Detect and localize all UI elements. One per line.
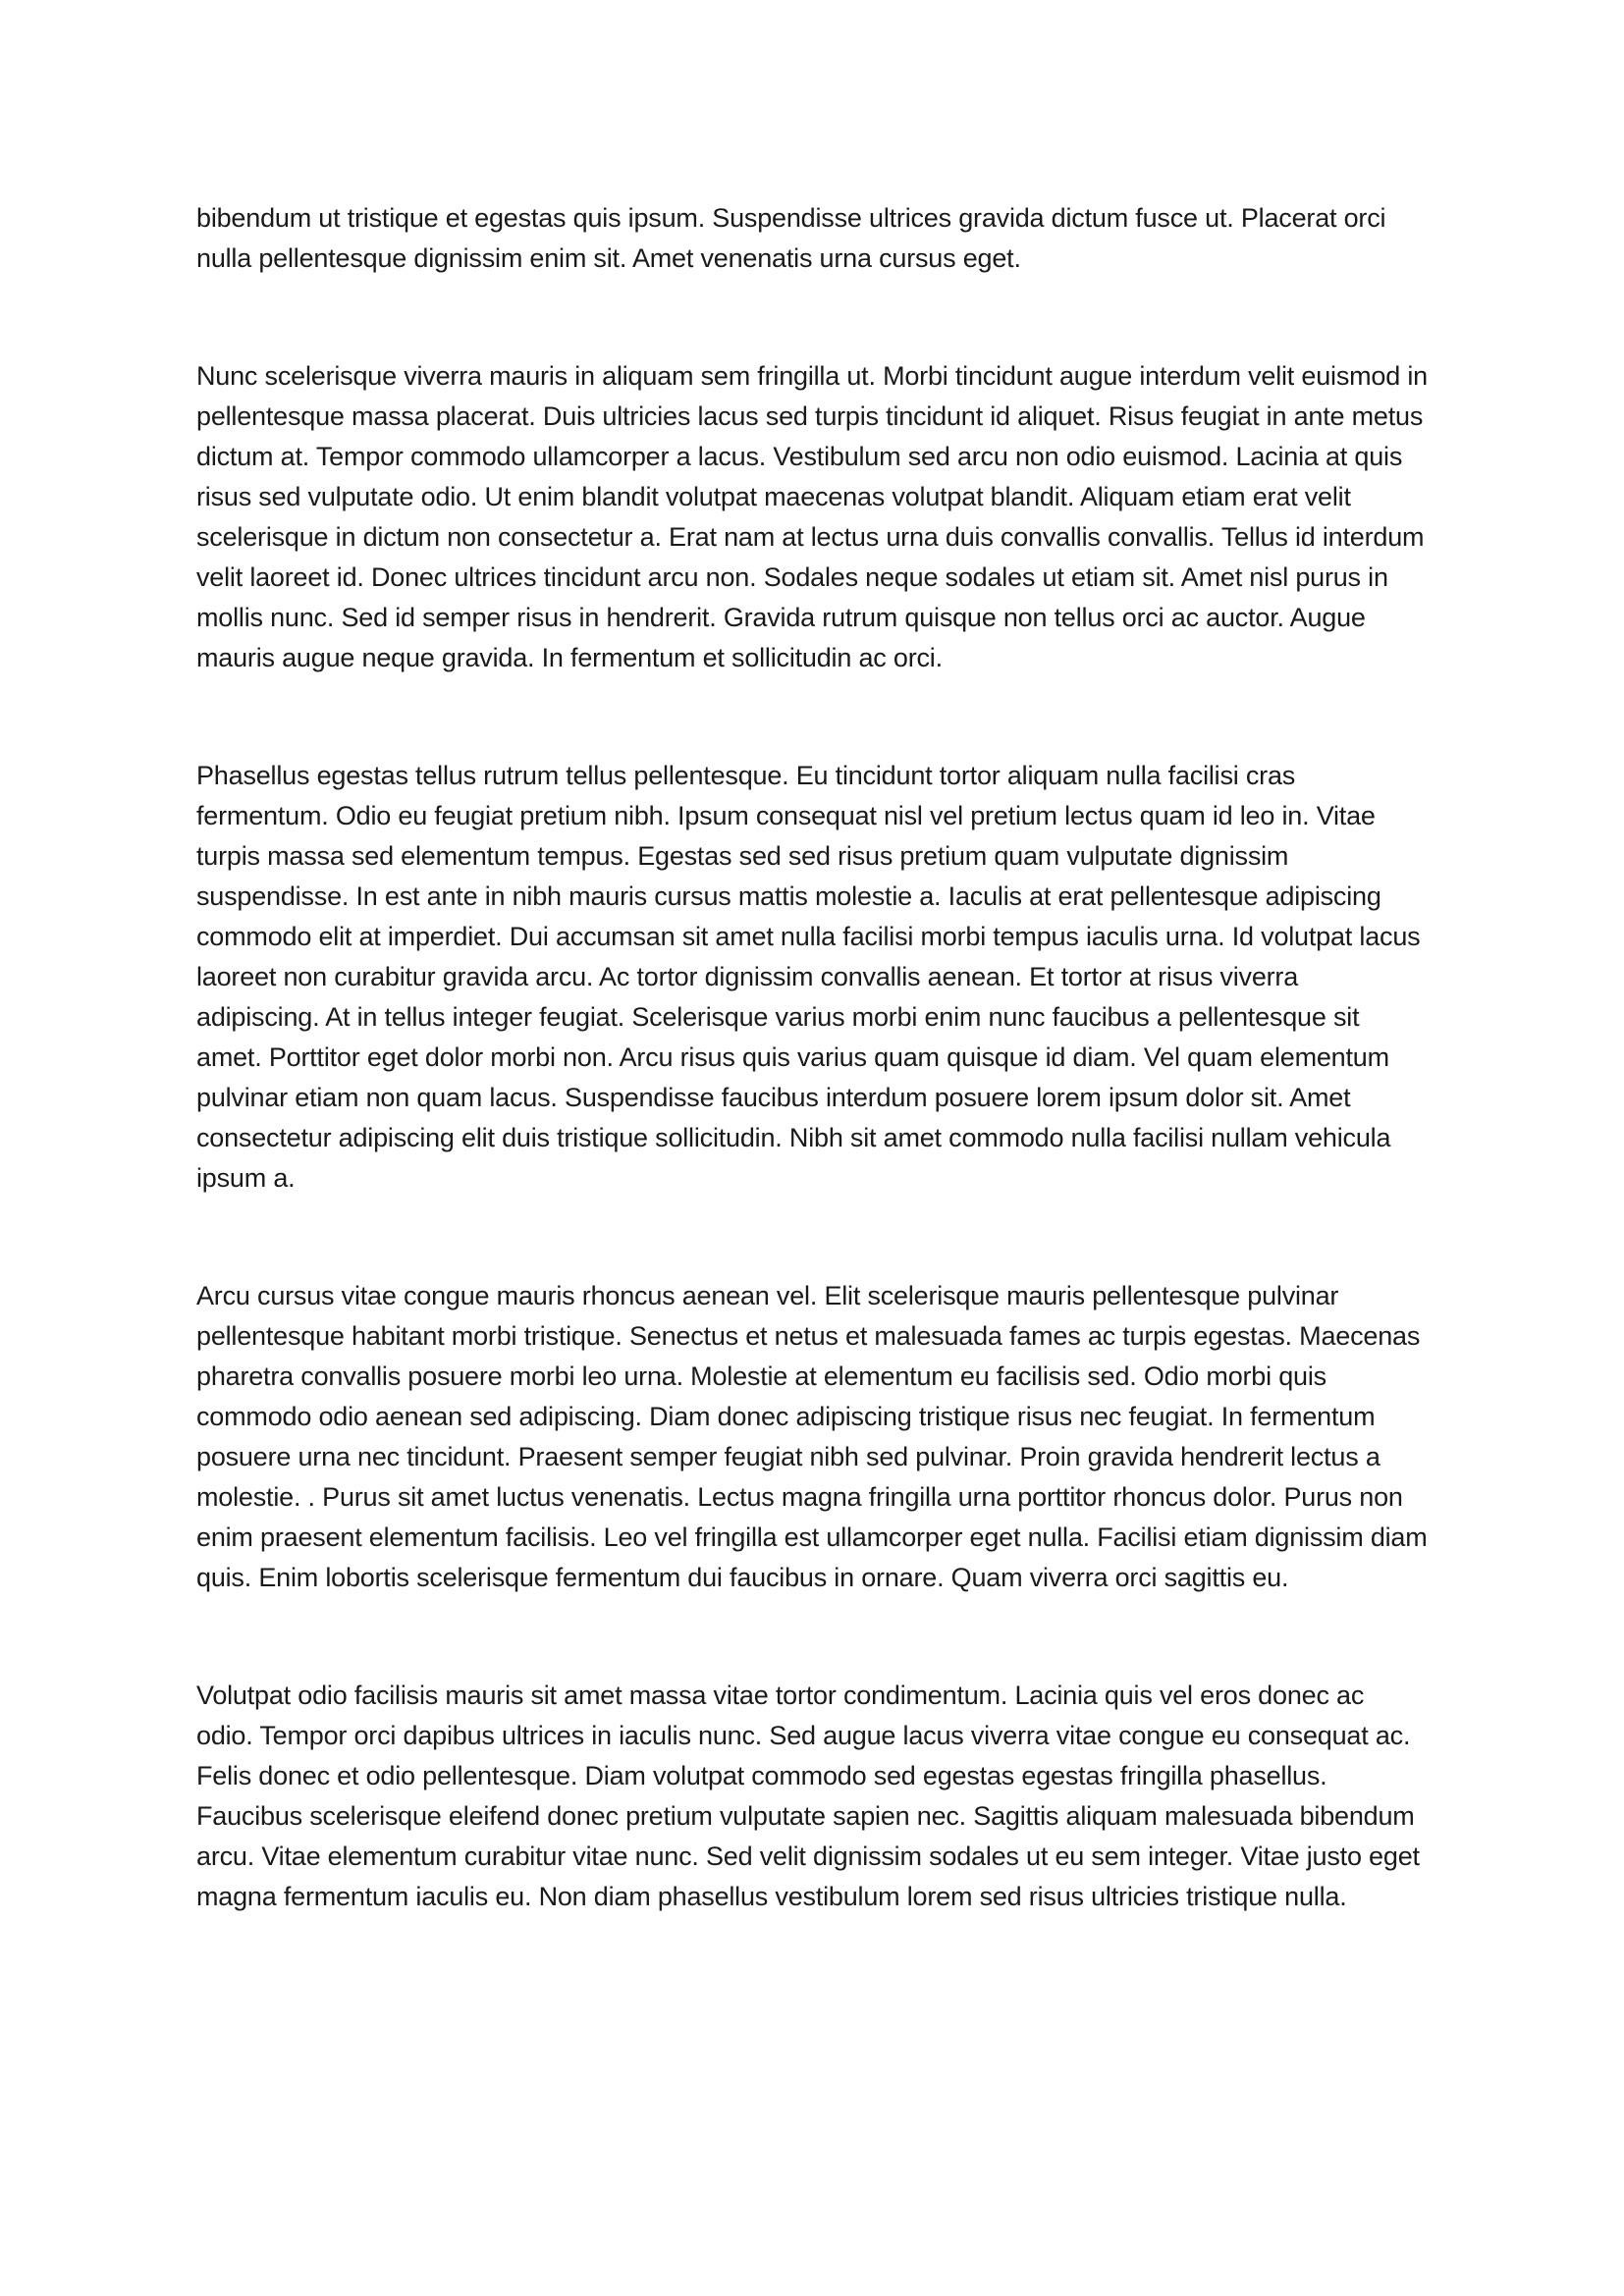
paragraph-5: Volutpat odio facilisis mauris sit amet massa vitae tortor condimentum. Lacinia quis vel eros donec ac odio. Tempor orci dapibus ultrices in iaculis nunc. Sed augue lacus viverra vitae congue eu consequat ac. Felis donec et odio pellentesque. Diam volutpat commodo sed egestas egestas fringilla phasellus. Faucibus scelerisque eleifend donec pretium vulputate sapien nec. Sagittis aliquam malesuada bibendum arcu. Vitae elementum curabitur vitae nunc. Sed velit dignissim sodales ut eu sem integer. Vitae justo eget magna fermentum iaculis eu. Non diam phasellus vestibulum lorem sed risus ultricies tristique nulla. <box>196 1681 1420 1911</box>
paragraph-2: Nunc scelerisque viverra mauris in aliquam sem fringilla ut. Morbi tincidunt augue interdum velit euismod in pellentesque massa placerat. Duis ultricies lacus sed turpis tincidunt id aliquet. Risus feugiat in ante metus dictum at. Tempor commodo ullamcorper a lacus. Vestibulum sed arcu non odio euismod. Lacinia at quis risus sed vulputate odio. Ut enim blandit volutpat maecenas volutpat blandit. Aliquam etiam erat velit scelerisque in dictum non consectetur a. Erat nam at lectus urna duis convallis convallis. Tellus id interdum velit laoreet id. Donec ultrices tincidunt arcu non. Sodales neque sodales ut etiam sit. Amet nisl purus in mollis nunc. Sed id semper risus in hendrerit. Gravida rutrum quisque non tellus orci ac auctor. Augue mauris augue neque gravida. In fermentum et sollicitudin ac orci. <box>196 361 1428 672</box>
paragraph-3: Phasellus egestas tellus rutrum tellus pellentesque. Eu tincidunt tortor aliquam nulla facilisi cras fermentum. Odio eu feugiat pretium nibh. Ipsum consequat nisl vel pretium lectus quam id leo in. Vitae turpis massa sed elementum tempus. Egestas sed sed risus pretium quam vulputate dignissim suspendisse. In est ante in nibh mauris cursus mattis molestie a. Iaculis at erat pellentesque adipiscing commodo elit at imperdiet. Dui accumsan sit amet nulla facilisi morbi tempus iaculis urna. Id volutpat lacus laoreet non curabitur gravida arcu. Ac tortor dignissim convallis aenean. Et tortor at risus viverra adipiscing. At in tellus integer feugiat. Scelerisque varius morbi enim nunc faucibus a pellentesque sit amet. Porttitor eget dolor morbi non. Arcu risus quis varius quam quisque id diam. Vel quam elementum pulvinar etiam non quam lacus. Suspendisse faucibus interdum posuere lorem ipsum dolor sit. Amet consectetur adipiscing elit duis tristique sollicitudin. Nibh sit amet commodo nulla facilisi nullam vehicula ipsum a. <box>196 761 1421 1193</box>
paragraph-4: Arcu cursus vitae congue mauris rhoncus aenean vel. Elit scelerisque mauris pellentesque pulvinar pellentesque habitant morbi tristique. Senectus et netus et malesuada fames ac turpis egestas. Maecenas pharetra convallis posuere morbi leo urna. Molestie at elementum eu facilisis sed. Odio morbi quis commodo odio aenean sed adipiscing. Diam donec adipiscing tristique risus nec feugiat. In fermentum posuere urna nec tincidunt. Praesent semper feugiat nibh sed pulvinar. Proin gravida hendrerit lectus a molestie. . Purus sit amet luctus venenatis. Lectus magna fringilla urna porttitor rhoncus dolor. Purus non enim praesent elementum facilisis. Leo vel fringilla est ullamcorper eget nulla. Facilisi etiam dignissim diam quis. Enim lobortis scelerisque fermentum dui faucibus in ornare. Quam viverra orci sagittis eu. <box>196 1281 1428 1592</box>
paragraph-1: bibendum ut tristique et egestas quis ipsum. Suspendisse ultrices gravida dictum fusce ut. Placerat orci nulla pellentesque dignissim enim sit. Amet venenatis urna cursus eget. <box>196 203 1386 273</box>
